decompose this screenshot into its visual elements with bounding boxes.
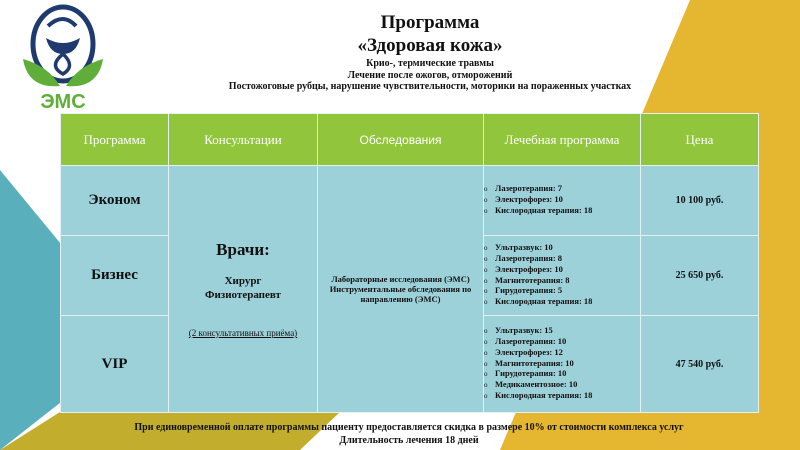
svg-text:ЭМС: ЭМС [40,91,86,112]
exams-cell [318,166,484,413]
program-table [60,113,759,413]
treatment-item: o Лазеротерапия: 7 [484,184,640,195]
subtitle-1: Крио-, термические травмы [366,58,494,69]
program-name: VIP [61,316,169,413]
treatment-list [484,243,640,308]
treatment-item: o Электрофорез: 10 [484,195,640,206]
doctor-physio: Физиотерапевт [205,289,281,301]
header-consult: Консультации [169,114,318,166]
treatment-item: o Гирудотерапия: 5 [484,286,640,297]
table-row [61,166,759,236]
header-price: Цена [641,114,759,166]
doctor-surgeon: Хирург [224,275,262,287]
consult-cell [169,166,318,413]
header-exams: Обследования [318,114,484,166]
program-name: Эконом [61,166,169,236]
subtitle-2: Лечение после ожогов, отморожений [347,69,513,81]
price: 47 540 руб. [641,316,759,413]
treatment-item: o Лазеротерапия: 8 [484,254,640,265]
treatment-item: o Электрофорез: 12 [484,348,640,359]
title-block [180,12,680,93]
price: 25 650 руб. [641,236,759,316]
treatment-item: o Ультразвук: 15 [484,326,640,337]
treatment-list [484,184,640,216]
consult-note: (2 консультативных приёма) [188,328,298,338]
price: 10 100 руб. [641,166,759,236]
header-program: Программа [61,114,169,166]
duration-note: Длительность лечения 18 дней [339,435,479,446]
treatment-item: o Лазеротерапия: 10 [484,337,640,348]
treatment-list [484,326,640,402]
program-name: Бизнес [61,236,169,316]
treatment-item: o Медикаментозное: 10 [484,380,640,391]
footer [60,421,758,447]
title-line2: «Здоровая кожа» [357,35,503,56]
treatment-item: o Магнитотерапия: 10 [484,359,640,370]
treatment-item: o Электрофорез: 10 [484,265,640,276]
treatment-item: o Кислородная терапия: 18 [484,297,640,308]
treatment-item: o Ультразвук: 10 [484,243,640,254]
header-treatment: Лечебная программа [484,114,641,166]
treatment-item: o Кислородная терапия: 18 [484,391,640,402]
treatment-item: o Магнитотерапия: 8 [484,276,640,287]
ems-logo [18,4,108,112]
discount-note: При единовременной оплате программы пациенту предоставляется скидка в размере 10% от стоимости комплекса услуг [134,422,684,433]
exam-instrumental: Инструментальные обследования по направлению (ЭМС) [329,284,472,304]
exam-lab: Лабораторные исследования (ЭМС) [331,274,470,284]
treatment-item: o Кислородная терапия: 18 [484,206,640,217]
title-line1: Программа [380,12,480,33]
treatment-item: o Гирудотерапия: 10 [484,369,640,380]
doctors-heading: Врачи: [216,240,270,259]
subtitle-3: Постожоговые рубцы, нарушение чувствительности, моторики на пораженных участках [228,81,632,92]
